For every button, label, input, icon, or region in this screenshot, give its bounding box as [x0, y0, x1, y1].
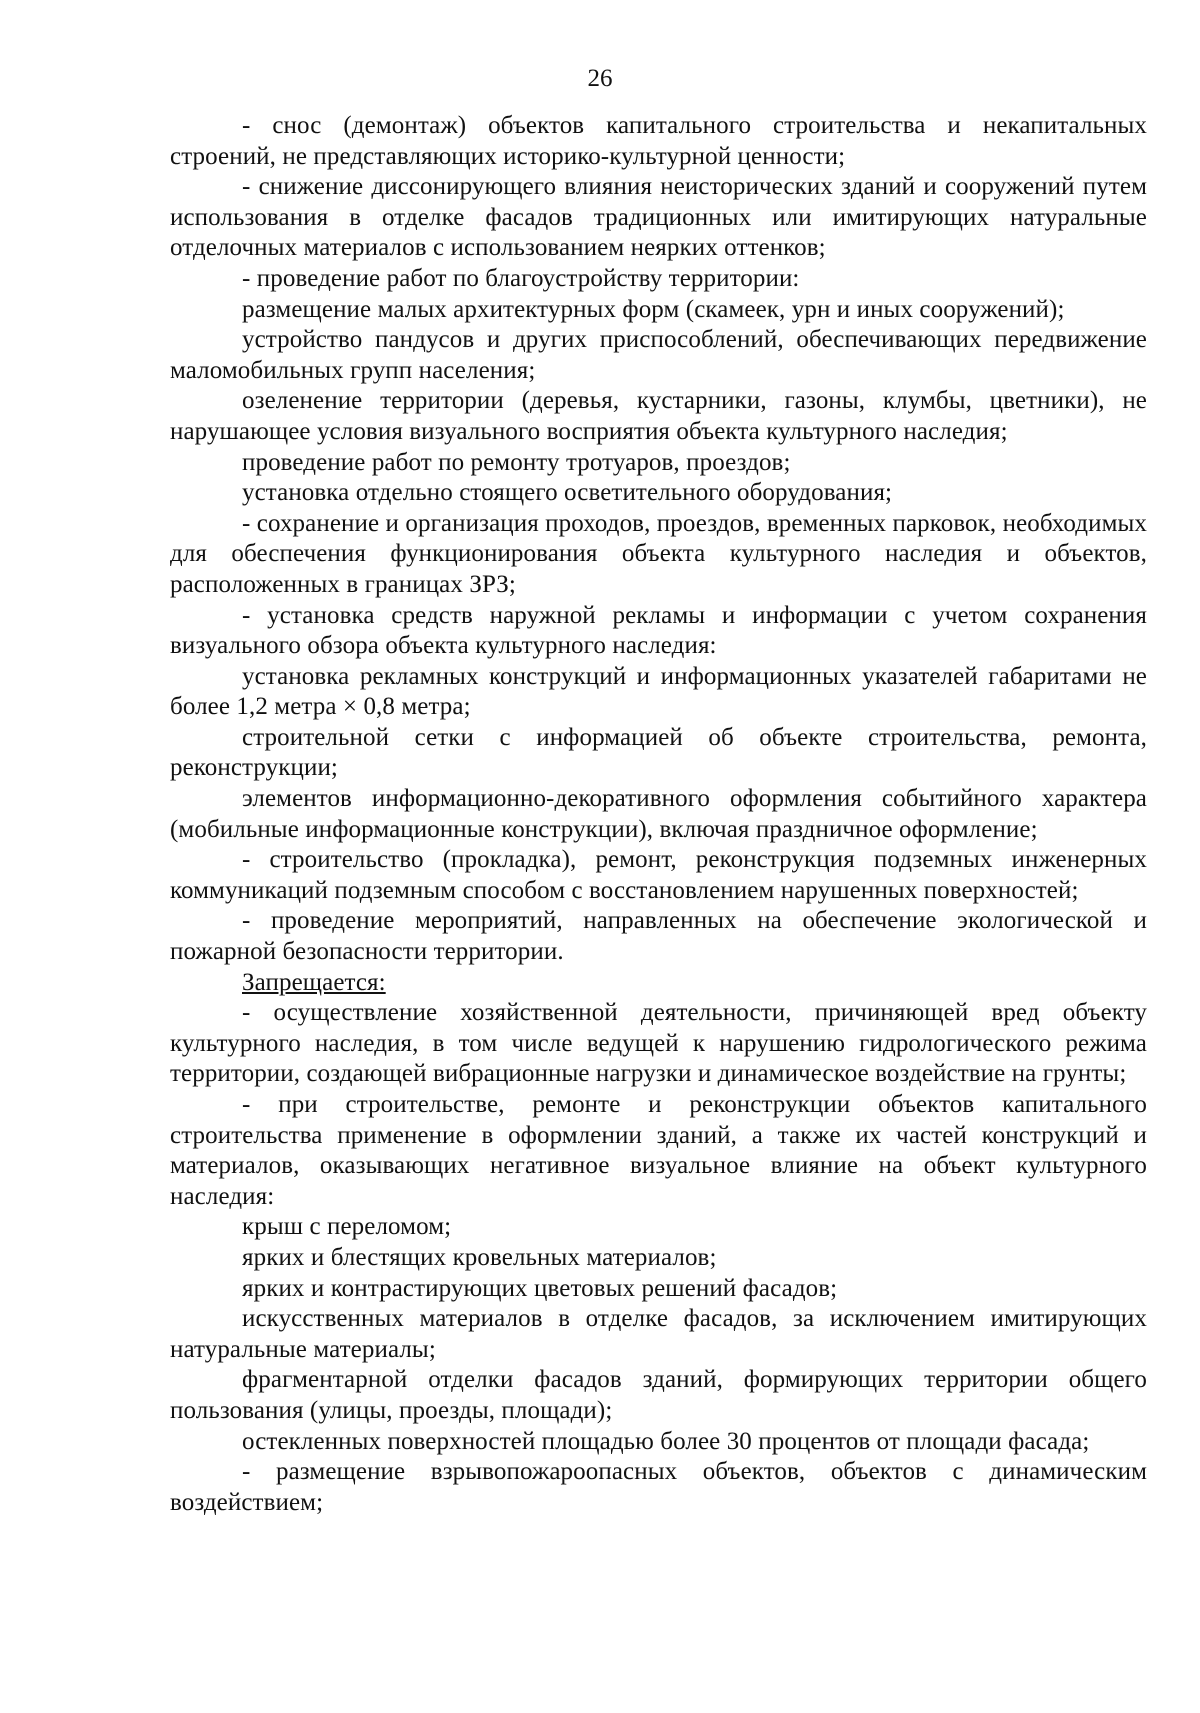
paragraph: размещение малых архитектурных форм (скамеек, урн и иных сооружений); [242, 295, 1065, 323]
paragraph: - проведение работ по благоустройству территории: [242, 264, 800, 292]
paragraph: - снос (демонтаж) объектов капитального строительства и некапитальных строений, не представляющих историко-культурной ценности; [170, 112, 1147, 170]
prohibited-paragraph: крыш с переломом; [242, 1213, 452, 1241]
prohibited-heading [170, 968, 1147, 999]
paragraph: элементов информационно-декоративного оформления событийного характера (мобильные информационные конструкции), включая праздничное оформление; [170, 785, 1147, 843]
prohibited-heading-text: Запрещается: [242, 968, 386, 996]
prohibited-paragraph: - осуществление хозяйственной деятельности, причиняющей вред объекту культурного наследия, в том числе ведущей к нарушению гидрологического режима территории, создающей вибрационные нагрузки и динамическое воздействие на грунты; [170, 999, 1147, 1088]
prohibited-paragraph: ярких и контрастирующих цветовых решений фасадов; [242, 1274, 838, 1302]
prohibited-paragraph: - при строительстве, ремонте и реконструкции объектов капитального строительства применение в оформлении зданий, а также их частей конструкций и материалов, оказывающих негативное визуальное влияние на объект культурного наследия: [170, 1091, 1147, 1210]
paragraph: - сохранение и организация проходов, проездов, временных парковок, необходимых для обеспечения функционирования объекта культурного наследия и объектов, расположенных в границах ЗРЗ; [170, 509, 1147, 598]
document-body [170, 111, 1147, 1518]
paragraph: - проведение мероприятий, направленных на обеспечение экологической и пожарной безопасности территории. [170, 907, 1147, 966]
prohibited-paragraph: ярких и блестящих кровельных материалов; [242, 1243, 717, 1271]
paragraph: - снижение диссонирующего влияния неисторических зданий и сооружений путем использования в отделке фасадов традиционных или имитирующих натуральные отделочных материалов с использованием неярких оттенков; [170, 173, 1147, 262]
prohibited-paragraph: фрагментарной отделки фасадов зданий, формирующих территории общего пользования (улицы, проезды, площади); [170, 1366, 1147, 1424]
paragraph: озеленение территории (деревья, кустарники, газоны, клумбы, цветники), не нарушающее условия визуального восприятия объекта культурного наследия; [170, 387, 1147, 445]
paragraph: - установка средств наружной рекламы и информации с учетом сохранения визуального обзора объекта культурного наследия: [170, 601, 1147, 660]
paragraph: установка отдельно стоящего осветительного оборудования; [242, 479, 893, 507]
paragraph: устройство пандусов и других приспособлений, обеспечивающих передвижение маломобильных групп населения; [170, 326, 1147, 384]
paragraph: строительной сетки с информацией об объекте строительства, ремонта, реконструкции; [170, 723, 1147, 782]
paragraph: - строительство (прокладка), ремонт, реконструкция подземных инженерных коммуникаций подземным способом с восстановлением нарушенных поверхностей; [170, 846, 1147, 904]
prohibited-paragraph: - размещение взрывопожароопасных объектов, объектов с динамическим воздействием; [170, 1458, 1147, 1516]
page-number: 26 [587, 65, 613, 92]
paragraph: установка рекламных конструкций и информационных указателей габаритами не более 1,2 метра × 0,8 метра; [170, 662, 1147, 721]
prohibited-paragraph: искусственных материалов в отделке фасадов, за исключением имитирующих натуральные материалы; [170, 1305, 1147, 1363]
prohibited-paragraph: остекленных поверхностей площадью более 30 процентов от площади фасада; [242, 1427, 1090, 1455]
paragraph: проведение работ по ремонту тротуаров, проездов; [242, 448, 791, 476]
